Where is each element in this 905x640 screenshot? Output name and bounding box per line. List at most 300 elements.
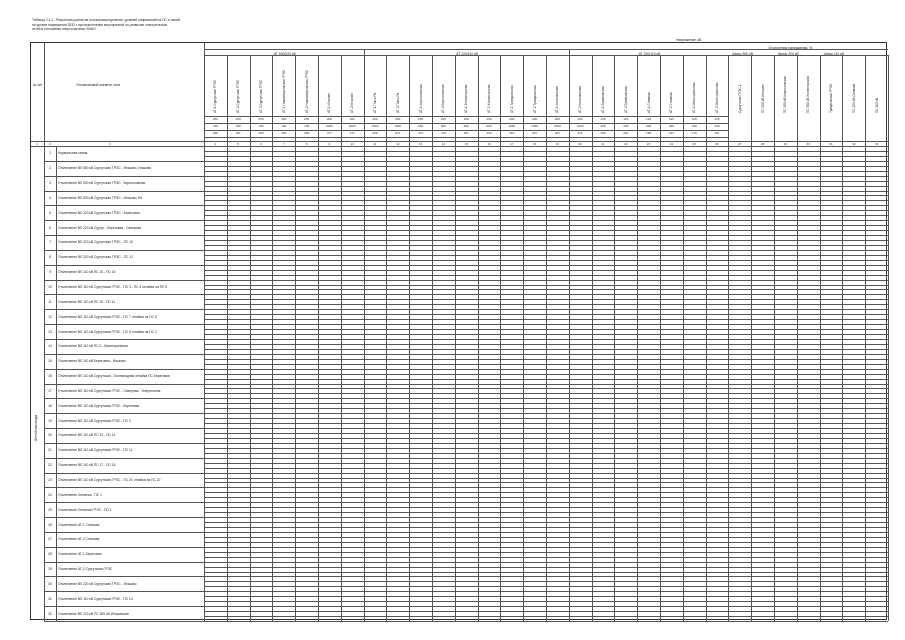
grid-line <box>204 240 888 241</box>
nominal-value: 188 <box>646 131 652 135</box>
column-header: АТ-1 Холмогорская <box>464 84 469 113</box>
row-number: 32 <box>48 611 52 616</box>
nominal-value: 796 <box>304 124 310 128</box>
nominal-value: 1050 <box>371 124 379 128</box>
grid-line <box>204 463 888 464</box>
row-number: 30 <box>48 581 52 586</box>
row-name: Отключение ВЛ 110 кВ Береговая - Ильково <box>58 359 126 364</box>
row-name: Отключение ВЛ 110 кВ ПС 17 - ПС 18 <box>58 463 116 468</box>
grid-line <box>204 393 888 394</box>
row-number: 4 <box>49 195 51 200</box>
nominal-value: 328 <box>691 124 697 128</box>
caption-line: сетей в отношении энергосистемы ХМАО <box>32 27 96 32</box>
column-index: 9 <box>328 141 331 146</box>
nominal-value: 1050 <box>531 124 539 128</box>
grid-line <box>44 398 888 399</box>
grid-line <box>44 413 888 414</box>
nominal-value: 250 <box>304 117 310 121</box>
column-header: АТ-2 Снежная <box>669 92 674 113</box>
column-index: 21 <box>601 141 605 146</box>
grid-line <box>204 43 205 621</box>
row-number: 3 <box>49 181 51 186</box>
nominal-value: 796 <box>281 124 287 128</box>
column-index: 4 <box>214 141 217 146</box>
grid-line <box>44 205 888 206</box>
nominal-value: 1050 <box>508 124 516 128</box>
nominal-value: 470 <box>440 131 446 135</box>
column-index: 25 <box>692 141 696 146</box>
grid-line <box>44 280 888 281</box>
column-index: 11 <box>373 141 377 146</box>
grid-line <box>204 156 888 157</box>
nominal-value: 125 <box>646 117 652 121</box>
column-header: АТ-1 Нижневартовская ГРЭС <box>281 69 286 113</box>
row-name: Отключение ВЛ 220 кВ Сургутская ГРЭС - ПС 12 <box>58 255 133 260</box>
grid-line <box>204 611 888 612</box>
nominal-value: 328 <box>600 124 606 128</box>
grid-line <box>44 339 888 340</box>
column-header: АТ-2 Холмогорская <box>487 84 491 113</box>
nominal-value: 481 <box>554 131 560 135</box>
grid-line <box>204 314 888 315</box>
nominal-value: 200 <box>395 117 401 121</box>
row-number: 24 <box>48 492 52 497</box>
row-number: 27 <box>48 537 52 542</box>
nominal-value: 200 <box>577 117 583 121</box>
grid-line <box>204 245 888 246</box>
grid-line <box>44 591 888 592</box>
row-name: Отключение ВЛ 500 кВ Сургутская ГРЭС - Кирилловская <box>58 181 146 186</box>
grid-line <box>204 567 888 568</box>
row-number: 13 <box>48 329 52 334</box>
nominal-value: 250 <box>463 117 469 121</box>
column-header: АТ-2 Ильково <box>350 93 355 113</box>
row-number: 28 <box>48 552 52 557</box>
row-name: Отключение ВЛ 110 кВ Сургутская ГРЭС - ПС 11 <box>58 448 133 453</box>
nominal-value: 302 <box>281 131 287 135</box>
grid-line <box>204 171 888 172</box>
grid-line <box>44 369 888 370</box>
grid-line <box>204 507 888 508</box>
grid-line <box>204 448 888 449</box>
grid-line <box>44 235 888 236</box>
column-header: АТ-2 Трачуковская <box>532 85 537 113</box>
grid-line <box>204 260 888 261</box>
column-index: 29 <box>783 141 788 146</box>
column-index: 2 <box>49 141 51 146</box>
nominal-value: 497 <box>532 131 538 135</box>
grid-line <box>204 601 888 602</box>
grid-line <box>44 265 888 266</box>
row-name: Отключение ВЛ 220 кВ Сургутская ГРЭС - Береговая <box>58 210 140 215</box>
row-number: 1 <box>49 151 51 156</box>
grid-line <box>44 250 888 251</box>
units-label: Напряжение, кВ <box>676 38 702 42</box>
column-header: АТ-2 Нижневартовская ГРЭС <box>304 69 309 113</box>
row-number: 18 <box>48 403 52 408</box>
row-number: 7 <box>49 240 51 245</box>
grid-line <box>204 438 888 439</box>
column-index: 17 <box>510 141 514 146</box>
column-index: 32 <box>852 141 856 146</box>
grid-line <box>204 275 888 276</box>
nominal-value: 473 <box>418 131 424 135</box>
col-num-header: № п/п <box>33 83 43 87</box>
col-name-header: Отключаемый элемент сети <box>76 83 121 87</box>
grid-line <box>204 225 888 226</box>
grid-line <box>204 572 888 573</box>
nominal-value: 181 <box>714 131 720 135</box>
grid-line <box>44 502 888 503</box>
grid-line <box>204 468 888 469</box>
column-index: 19 <box>555 141 560 146</box>
row-name: Отключение АТ-1 Снежная <box>58 522 100 527</box>
grid-line <box>204 329 888 330</box>
column-index: 28 <box>760 141 765 146</box>
column-index: 27 <box>738 141 742 146</box>
grid-line <box>204 299 888 300</box>
grid-line <box>204 334 888 335</box>
column-header: АТ-1 Когалымская <box>555 86 560 113</box>
row-name: Отключение ВЛ 110 кВ Сургутская - Полноводная отпайка ПС Береговая <box>58 374 170 379</box>
row-name: Отключение ВЛ 110 кВ Сургутская ГРЭС - ПС 21 отпайка на ПС 22 <box>58 477 161 482</box>
row-number: 16 <box>48 374 52 379</box>
grid-line <box>204 403 888 404</box>
column-index: 26 <box>715 141 719 146</box>
grid-line <box>204 537 888 538</box>
grid-line <box>204 359 888 360</box>
row-number: 20 <box>48 433 52 438</box>
grid-line <box>44 161 888 162</box>
column-header: АТ-1 Кирилловская <box>418 84 423 113</box>
row-name: Отключение Снежная - ПС 1 <box>58 492 102 497</box>
row-number: 10 <box>48 285 52 290</box>
grid-line <box>44 517 888 518</box>
column-index: 20 <box>578 141 582 146</box>
grid-line <box>44 443 888 444</box>
column-header: ПС 500 кВ Холмогорская <box>806 76 811 113</box>
nominal-value: 250 <box>212 117 218 121</box>
column-header: АТ-2 Ермаковская <box>623 86 628 113</box>
grid-line <box>44 606 888 607</box>
nominal-value: 201 <box>623 131 629 135</box>
row-number: 26 <box>48 522 52 527</box>
nominal-value: 1050 <box>553 124 561 128</box>
nominal-value: 477 <box>326 131 332 135</box>
column-index: 31 <box>829 141 833 146</box>
results-table <box>30 42 887 620</box>
nominal-value: 125 <box>600 117 606 121</box>
row-name: Отключение АТ-1 Береговая <box>58 552 102 557</box>
column-index: 8 <box>305 141 308 146</box>
row-number: 19 <box>48 418 52 423</box>
grid-line <box>204 195 888 196</box>
nominal-value: 468 <box>372 131 378 135</box>
grid-line <box>204 557 888 558</box>
nominal-value: 1050 <box>394 124 402 128</box>
column-index: 30 <box>806 141 810 146</box>
row-number: 23 <box>48 477 52 482</box>
row-name: Отключение ВЛ 220 кВ ПС 500 кВ Ильковская <box>58 611 129 616</box>
column-header: ПС 220 кВ Снежная <box>851 83 856 113</box>
column-header: АТ-3 Сургутская ГРЭС <box>259 79 263 113</box>
nominal-value: 200 <box>372 117 378 121</box>
nominal-value: 200 <box>509 117 515 121</box>
nominal-value: 328 <box>646 124 652 128</box>
column-index: 16 <box>487 141 491 146</box>
nominal-value: 471 <box>577 131 583 135</box>
row-number: 11 <box>48 299 52 304</box>
row-name: Отключение ВЛ 500 кВ Сургутская ГРЭС - Ильково, В4 <box>58 195 143 200</box>
nominal-value: 125 <box>691 117 697 121</box>
grid-line <box>204 497 888 498</box>
column-header: АТ-2 Пыть-Ях <box>395 92 400 113</box>
nominal-value: 192 <box>668 131 674 135</box>
column-header: АТ-2 Сургутская ГРЭС <box>236 79 241 113</box>
nominal-value: 656 <box>440 124 446 128</box>
group-header: АТ 500/220 кВ <box>273 52 296 56</box>
column-header: Сургутская ГРЭС-1 <box>737 84 742 113</box>
grid-line <box>44 220 888 221</box>
column-index: 7 <box>282 141 285 146</box>
row-name: Отключение ВЛ 110 кВ Сургутская ГРЭС - ПС 9 отпайка на ПС 2 <box>58 329 157 334</box>
column-index: 10 <box>350 141 354 146</box>
group-header: АТ 220/110 кВ <box>456 52 478 56</box>
side-label: Летний максимум <box>34 414 38 441</box>
nominal-value: 125 <box>668 117 674 121</box>
grid-line <box>204 527 888 528</box>
nominal-value: 125 <box>623 117 629 121</box>
row-name: Отключение ВЛ 110 кВ ПС 6 - Магистральная <box>58 344 128 349</box>
column-index: 3 <box>109 141 111 146</box>
right-subgroup-header: Шины 220 кВ <box>778 52 799 56</box>
column-header: АТ-1 Магистральная <box>692 82 697 113</box>
grid-line <box>44 576 888 577</box>
right-subgroup-header: Шины 110 кВ <box>823 52 844 56</box>
nominal-value: 125 <box>714 117 720 121</box>
row-number: 31 <box>48 596 52 601</box>
row-name: Отключение АТ-2 Сургутская ГРЭС <box>58 567 113 572</box>
right-subgroup-header: Шины 500 кВ <box>732 52 753 56</box>
grid-line <box>204 482 888 483</box>
grid-line <box>44 324 888 325</box>
grid-line <box>44 562 888 563</box>
nominal-value: 298 <box>212 131 218 135</box>
nominal-value: 200 <box>532 117 538 121</box>
grid-line <box>204 512 888 513</box>
row-number: 14 <box>48 344 52 349</box>
nominal-value: 462 <box>509 131 515 135</box>
grid-line <box>44 384 888 385</box>
caption-line: Таблица 2.4.1 - Результаты расчетов потокораспределения, уровней напряжений на ПС и линий <box>32 18 180 22</box>
grid-line <box>44 191 888 192</box>
column-header: АТ-1 Сургутская ГРЭС <box>213 79 218 113</box>
row-name: Отключение ВЛ 110 кВ Сургутская ГРЭС - Северная - Энергетиков <box>58 388 161 393</box>
nominal-value: 200 <box>554 117 560 121</box>
grid-line <box>44 309 888 310</box>
row-number: 8 <box>49 255 51 260</box>
column-header: АТ-1 Трачуковская <box>509 85 514 113</box>
nominal-value: 250 <box>235 117 241 121</box>
column-header: Трачуковская ГРЭС <box>829 83 833 113</box>
grid-line <box>204 379 888 380</box>
grid-line <box>204 349 888 350</box>
nominal-value: 250 <box>440 117 446 121</box>
nominal-value: 176 <box>691 131 697 135</box>
column-header: АТ-2 Магистральная <box>715 82 719 113</box>
nominal-value: 250 <box>258 117 264 121</box>
nominal-value: 481 <box>463 131 469 135</box>
row-number: 12 <box>48 314 52 319</box>
grid-line <box>204 492 888 493</box>
nominal-value: 1050 <box>348 124 356 128</box>
row-name: Отключение ВЛ 220 кВ Сургутская ГРЭС - ПС 10 <box>58 240 133 245</box>
grid-line <box>204 49 888 50</box>
column-index: 14 <box>441 141 446 146</box>
row-name: Отключение Снежная ГРЭС - ПС 1 <box>58 507 112 512</box>
nominal-value: 796 <box>258 124 264 128</box>
grid-line <box>44 354 888 355</box>
grid-line <box>56 146 57 621</box>
nominal-value: 471 <box>349 131 355 135</box>
nominal-value: 196 <box>600 131 606 135</box>
grid-line <box>44 294 888 295</box>
column-index: 22 <box>624 141 628 146</box>
nominal-value: 656 <box>418 124 424 128</box>
nominal-value: 656 <box>463 124 469 128</box>
column-index: 23 <box>646 141 651 146</box>
row-name: Отключение АТ-2 Снежная <box>58 537 100 542</box>
grid-line <box>204 200 888 201</box>
nominal-value: 1050 <box>325 124 333 128</box>
grid-line <box>204 255 888 256</box>
grid-line <box>204 453 888 454</box>
column-index: 1 <box>36 141 38 146</box>
table-caption <box>32 18 332 32</box>
row-name: Отключение ВЛ 110 кВ Сургутская ГРЭС - ПС 14 <box>58 596 133 601</box>
grid-line <box>204 552 888 553</box>
grid-line <box>204 616 888 617</box>
grid-line <box>44 487 888 488</box>
column-index: 12 <box>396 141 400 146</box>
grid-line <box>44 176 888 177</box>
row-number: 2 <box>49 166 51 171</box>
row-number: 22 <box>48 463 52 468</box>
column-header: ПС 110 кВ <box>874 98 879 113</box>
nominal-value: 200 <box>349 117 355 121</box>
column-index: 6 <box>260 141 262 146</box>
grid-line <box>44 547 888 548</box>
column-header: АТ-1 Пыть-Ях <box>373 92 377 113</box>
row-name: Отключение ВЛ 110 кВ ПС 13 - ПС 14 <box>58 433 116 438</box>
row-name: Отключение ВЛ 110 кВ Сургутская ГРЭС - Береговая <box>58 403 140 408</box>
nominal-value: 250 <box>486 117 492 121</box>
column-index: 5 <box>237 141 240 146</box>
group-header: АТ 220/110 кВ <box>638 52 661 56</box>
grid-line <box>44 473 888 474</box>
nominal-value: 796 <box>212 124 218 128</box>
grid-line <box>204 181 888 182</box>
grid-line <box>888 55 889 621</box>
column-index: 33 <box>874 141 879 146</box>
grid-line <box>204 542 888 543</box>
nominal-value: 512 <box>395 131 401 135</box>
nominal-value: 328 <box>623 124 629 128</box>
grid-line <box>204 285 888 286</box>
grid-line <box>204 388 888 389</box>
grid-line <box>44 458 888 459</box>
column-header: ПС 500 кВ Кирилловская <box>783 75 788 113</box>
grid-line <box>204 408 888 409</box>
column-header: ПС 500 кВ Ильково <box>760 84 765 113</box>
grid-line <box>204 423 888 424</box>
grid-line <box>44 428 888 429</box>
row-number: 5 <box>49 210 51 215</box>
grid-line <box>204 215 888 216</box>
nominal-value: 455 <box>486 131 492 135</box>
row-number: 15 <box>48 359 52 364</box>
nominal-value: 281 <box>235 131 241 135</box>
row-name: Отключение ВЛ 110 кВ ПС 10 - ПС 11 <box>58 299 116 304</box>
nominal-value: 200 <box>326 117 332 121</box>
caption-line: на уровне напряжения 2032 г при выполнении мероприятий по развитию электрических <box>32 22 168 27</box>
row-name: Отключение ВЛ 110 кВ Сургутская ГРЭС - ПС 7 отпайка на ПС 8 <box>58 314 157 319</box>
row-number: 17 <box>48 388 52 393</box>
grid-line <box>204 364 888 365</box>
nominal-value: 1050 <box>576 124 584 128</box>
column-index: 24 <box>669 141 674 146</box>
grid-line <box>44 532 888 533</box>
column-header: АТ-1 Ермаковская <box>601 86 605 113</box>
nominal-value: 250 <box>281 117 287 121</box>
grid-line <box>204 344 888 345</box>
column-header: АТ-1 Снежная <box>646 92 651 113</box>
column-index: 15 <box>464 141 468 146</box>
grid-line <box>204 210 888 211</box>
grid-line <box>204 581 888 582</box>
grid-line <box>204 522 888 523</box>
nominal-value: 328 <box>714 124 720 128</box>
column-header: АТ-2 Когалымская <box>578 86 583 113</box>
row-name: Отключение ВЛ 110 кВ Сургутская ГРЭС - ПС 2 <box>58 418 131 423</box>
row-number: 29 <box>48 567 52 572</box>
row-number: 21 <box>48 448 52 453</box>
grid-line <box>204 374 888 375</box>
row-number: 9 <box>49 270 51 275</box>
row-name: Отключение ВЛ 220 кВ Сургут - Береговая - Северная <box>58 225 142 230</box>
row-name: Отключение ВЛ 110 кВ ПС 15 - ПС 16 <box>58 270 116 275</box>
grid-line <box>44 621 888 622</box>
grid-line <box>204 304 888 305</box>
grid-line <box>204 418 888 419</box>
grid-line <box>204 230 888 231</box>
grid-line <box>204 270 888 271</box>
grid-line <box>204 289 888 290</box>
grid-line <box>204 478 888 479</box>
row-number: 6 <box>49 225 51 230</box>
grid-line <box>204 596 888 597</box>
column-header: АТ-1 Ильково <box>327 93 332 113</box>
grid-line <box>204 586 888 587</box>
right-group-header: Отклонения напряжения, % <box>768 46 813 50</box>
nominal-value: 290 <box>258 131 264 135</box>
nominal-value: 796 <box>235 124 241 128</box>
nominal-value: 656 <box>486 124 492 128</box>
grid-line <box>204 319 888 320</box>
nominal-value: 328 <box>668 124 674 128</box>
grid-line <box>204 433 888 434</box>
column-index: 18 <box>532 141 537 146</box>
